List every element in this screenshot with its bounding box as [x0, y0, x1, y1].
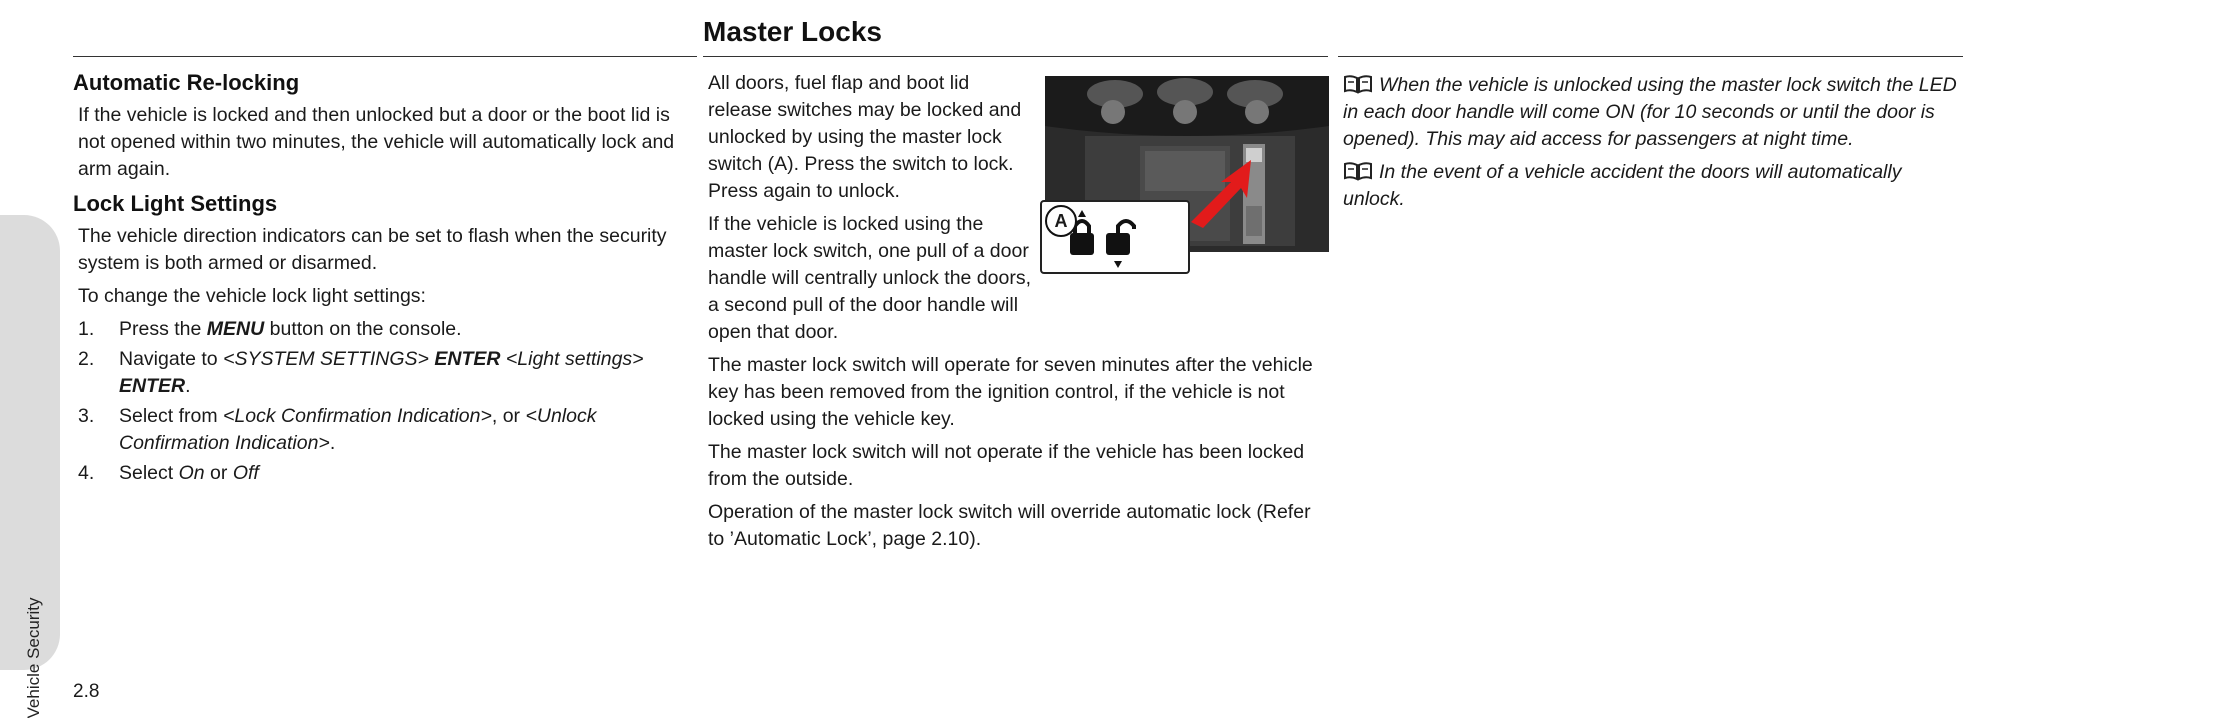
note-led: When the vehicle is unlocked using the master lock switch the LED in each door handle will come ON (for 10 seconds or until the door is opened). This may aid access for passengers at night time.	[1343, 74, 1957, 150]
padlock-unlocked-icon	[1106, 221, 1134, 255]
right-column	[1343, 72, 1963, 219]
left-column-rule	[73, 56, 697, 57]
page-number: 2.8	[73, 681, 100, 702]
right-column-rule	[1338, 56, 1963, 57]
lock-light-heading: Lock Light Settings	[73, 191, 278, 216]
step-4: 4. Select On or Off	[78, 462, 259, 484]
middle-column-rule	[703, 56, 1328, 57]
section-label: Vehicle Security	[24, 597, 43, 718]
callout-label-a: A	[1045, 205, 1077, 237]
step-1: 1. Press the MENU button on the console.	[78, 318, 462, 340]
book-icon	[1343, 161, 1373, 181]
master-lock-outside-text: The master lock switch will not operate if the vehicle has been locked from the outside.	[708, 441, 1305, 490]
master-lock-intro: All doors, fuel flap and boot lid release switches may be locked and unlocked by using the master lock switch (A). Press the switch to lock. Press again to unlock.	[708, 72, 1022, 202]
lock-light-steps	[73, 316, 698, 487]
left-column	[73, 68, 698, 490]
master-lock-override-text: Operation of the master lock switch will override automatic lock (Refer to ’Automatic Lock’, page 2.10).	[708, 501, 1311, 550]
master-lock-timeout-text: The master lock switch will operate for seven minutes after the vehicle key has been removed from the ignition control, if the vehicle is not locked using the vehicle key.	[708, 354, 1313, 430]
page-title: Master Locks	[703, 16, 882, 47]
lock-light-change-intro: To change the vehicle lock light settings:	[78, 285, 426, 307]
step-2: 2. Navigate to <SYSTEM SETTINGS> ENTER <Light settings> ENTER.	[78, 348, 644, 397]
auto-relock-heading: Automatic Re-locking	[73, 70, 300, 95]
note-accident: In the event of a vehicle accident the doors will automatically unlock.	[1343, 161, 1902, 210]
step-3: 3. Select from <Lock Confirmation Indication>, or <Unlock Confirmation Indication>.	[78, 405, 597, 454]
master-lock-unlock-text: If the vehicle is locked using the master lock switch, one pull of a door handle will centrally unlock the doors, a second pull of the door handle will open that door.	[708, 213, 1032, 343]
lock-light-intro: The vehicle direction indicators can be set to flash when the security system is both armed or disarmed.	[78, 225, 667, 274]
auto-relock-text: If the vehicle is locked and then unlocked but a door or the boot lid is not opened within two minutes, the vehicle will automatically lock and arm again.	[78, 104, 675, 180]
book-icon	[1343, 74, 1373, 94]
section-side-tab	[0, 215, 60, 718]
